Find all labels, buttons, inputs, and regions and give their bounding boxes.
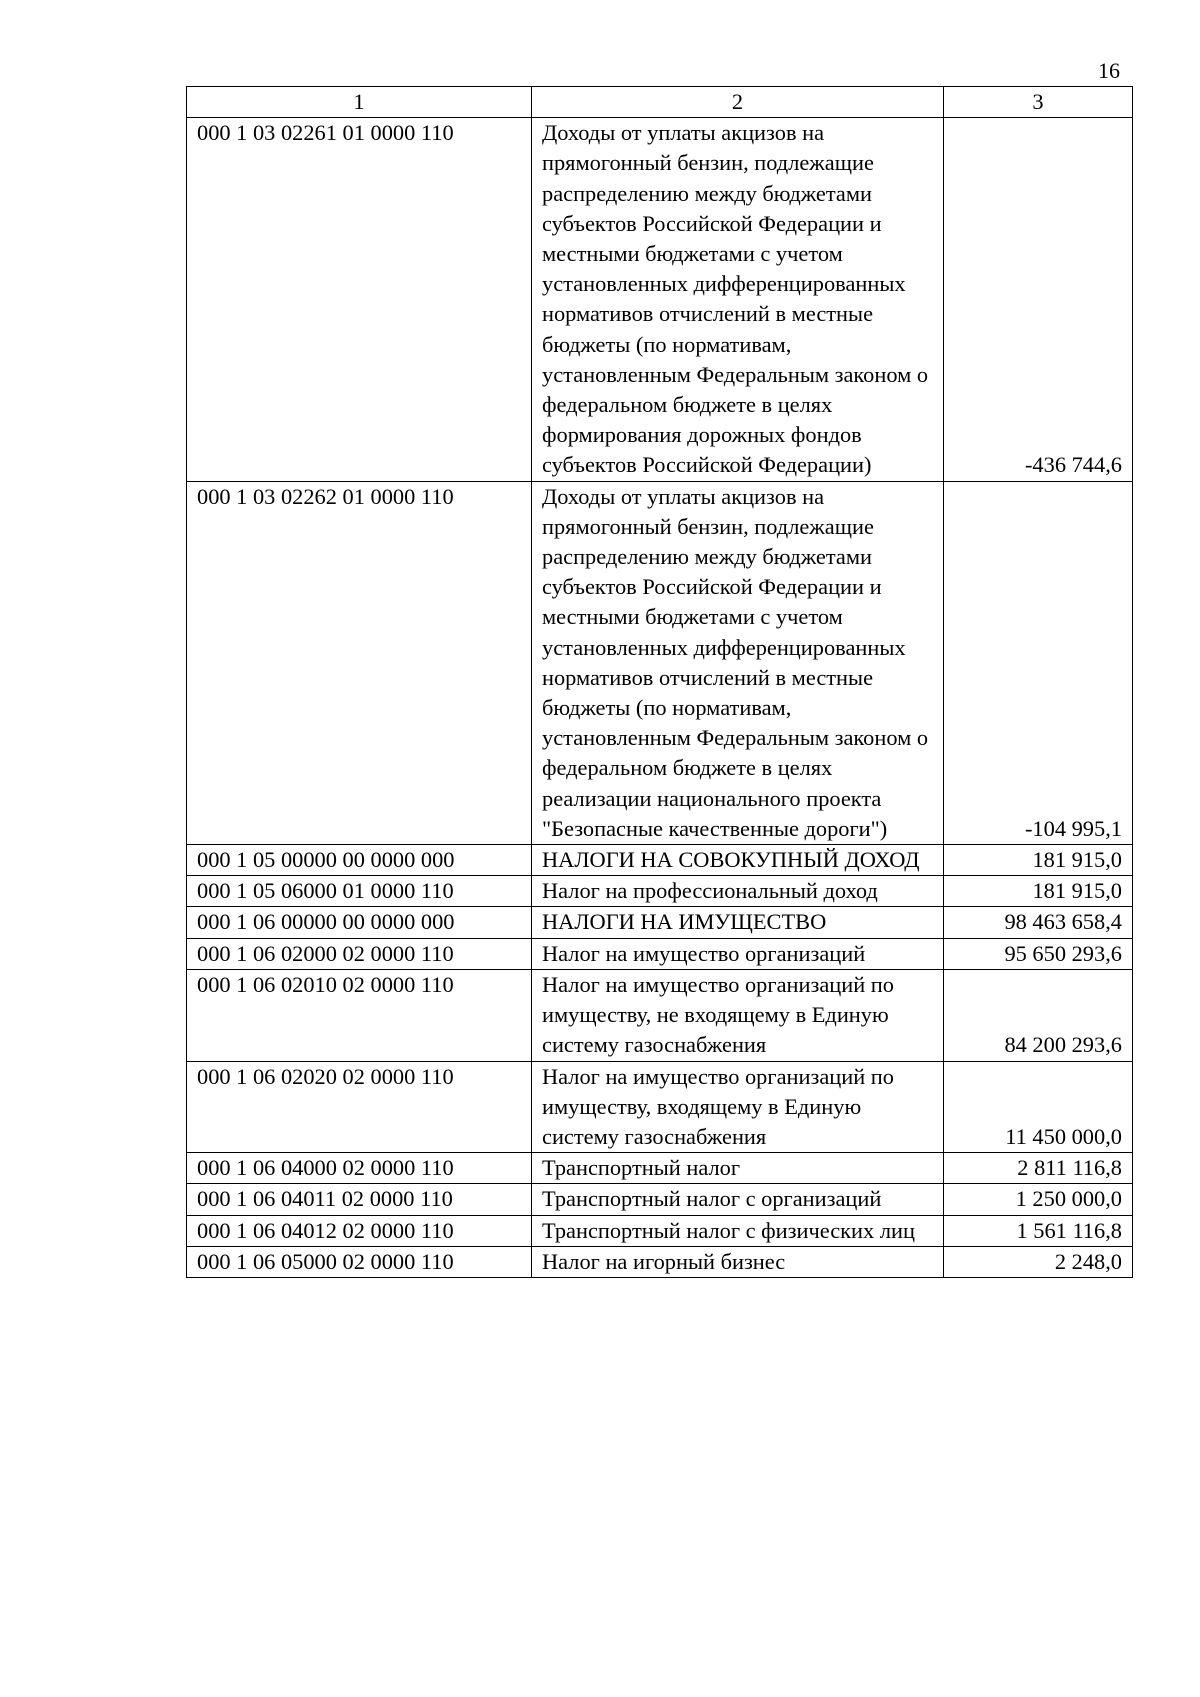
- classification-code: 000 1 05 00000 00 0000 000: [187, 845, 532, 876]
- revenue-name: Транспортный налог с физических лиц: [532, 1215, 944, 1246]
- revenue-name: Транспортный налог с организаций: [532, 1184, 944, 1215]
- revenue-amount: 1 250 000,0: [944, 1184, 1133, 1215]
- classification-code: 000 1 06 02020 02 0000 110: [187, 1061, 532, 1153]
- column-header-3: 3: [944, 87, 1133, 118]
- classification-code: 000 1 06 04000 02 0000 110: [187, 1153, 532, 1184]
- revenue-name: Налог на имущество организаций по имуществу, не входящему в Единую систему газоснабжения: [532, 969, 944, 1061]
- column-header-1: 1: [187, 87, 532, 118]
- page-number: 16: [1098, 58, 1120, 83]
- table-row: [187, 907, 1133, 938]
- revenue-name: Налог на имущество организаций по имуществу, входящему в Единую систему газоснабжения: [532, 1061, 944, 1153]
- table-row: [187, 1215, 1133, 1246]
- revenue-name: Доходы от уплаты акцизов на прямогонный бензин, подлежащие распределению между бюджетами субъектов Российской Федерации и местными бюджетами с учетом установленных дифференцированных нормативов отчислений в местные бюджеты (по нормативам, установленным Федеральным законом о федеральном бюджете в целях реализации национального проекта "Безопасные качественные дороги"): [532, 481, 944, 844]
- revenue-name: Налог на игорный бизнес: [532, 1246, 944, 1277]
- table-row: [187, 1184, 1133, 1215]
- revenue-amount: -104 995,1: [944, 481, 1133, 844]
- revenue-amount: 181 915,0: [944, 876, 1133, 907]
- classification-code: 000 1 06 04011 02 0000 110: [187, 1184, 532, 1215]
- revenue-name: НАЛОГИ НА ИМУЩЕСТВО: [532, 907, 944, 938]
- classification-code: 000 1 05 06000 01 0000 110: [187, 876, 532, 907]
- classification-code: 000 1 06 05000 02 0000 110: [187, 1246, 532, 1277]
- revenue-amount: 84 200 293,6: [944, 969, 1133, 1061]
- revenue-amount: 181 915,0: [944, 845, 1133, 876]
- revenue-name: Налог на имущество организаций: [532, 938, 944, 969]
- classification-code: 000 1 06 02010 02 0000 110: [187, 969, 532, 1061]
- classification-code: 000 1 06 04012 02 0000 110: [187, 1215, 532, 1246]
- table-row: [187, 938, 1133, 969]
- revenue-name: Транспортный налог: [532, 1153, 944, 1184]
- revenue-name: НАЛОГИ НА СОВОКУПНЫЙ ДОХОД: [532, 845, 944, 876]
- table-row: [187, 1246, 1133, 1277]
- classification-code: 000 1 06 02000 02 0000 110: [187, 938, 532, 969]
- revenue-amount: 2 811 116,8: [944, 1153, 1133, 1184]
- table-row: [187, 118, 1133, 481]
- budget-revenue-table: [186, 86, 1133, 1278]
- table-row: [187, 876, 1133, 907]
- revenue-name: Доходы от уплаты акцизов на прямогонный бензин, подлежащие распределению между бюджетами субъектов Российской Федерации и местными бюджетами с учетом установленных дифференцированных нормативов отчислений в местные бюджеты (по нормативам, установленным Федеральным законом о федеральном бюджете в целях формирования дорожных фондов субъектов Российской Федерации): [532, 118, 944, 481]
- revenue-amount: -436 744,6: [944, 118, 1133, 481]
- revenue-amount: 98 463 658,4: [944, 907, 1133, 938]
- revenue-amount: 11 450 000,0: [944, 1061, 1133, 1153]
- table-row: [187, 845, 1133, 876]
- column-header-2: 2: [532, 87, 944, 118]
- revenue-amount: 95 650 293,6: [944, 938, 1133, 969]
- classification-code: 000 1 06 00000 00 0000 000: [187, 907, 532, 938]
- revenue-amount: 1 561 116,8: [944, 1215, 1133, 1246]
- table-row: [187, 969, 1133, 1061]
- table-row: [187, 1153, 1133, 1184]
- classification-code: 000 1 03 02261 01 0000 110: [187, 118, 532, 481]
- table-row: [187, 481, 1133, 844]
- revenue-amount: 2 248,0: [944, 1246, 1133, 1277]
- revenue-name: Налог на профессиональный доход: [532, 876, 944, 907]
- table-row: [187, 1061, 1133, 1153]
- table-header-row: [187, 87, 1133, 118]
- classification-code: 000 1 03 02262 01 0000 110: [187, 481, 532, 844]
